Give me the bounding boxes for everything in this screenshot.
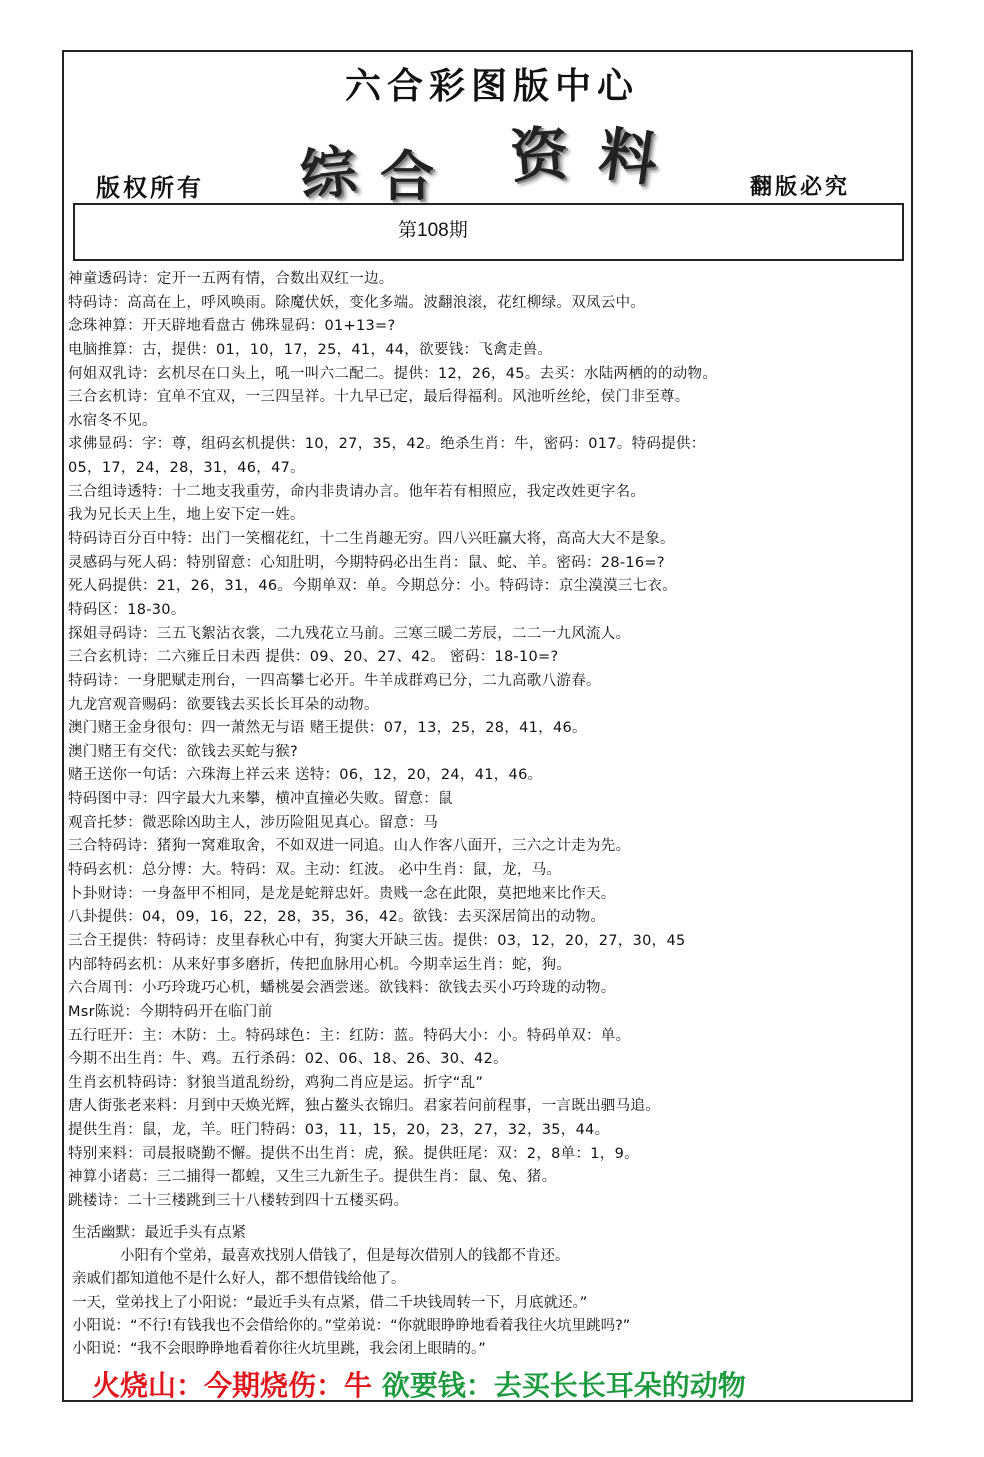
content-line: 观音托梦：微恶除凶助主人，涉历险阻见真心。留意：马 xyxy=(68,814,438,831)
big-title-char-1: 综 xyxy=(297,138,360,210)
content-line: 特码诗百分百中特：出门一笑榴花红，十二生肖趣无穷。四八兴旺赢大将，高高大大不是象。 xyxy=(68,531,675,548)
content-line: 生肖玄机特码诗：豺狼当道乱纷纷，鸡狗二肖应是运。折字“乱” xyxy=(68,1074,484,1091)
content-line: 水宿冬不见。 xyxy=(68,412,157,429)
content-line: 跳楼诗：二十三楼跳到三十八楼转到四十五楼买码。 xyxy=(68,1192,409,1209)
top-title: 六合彩图版中心 xyxy=(344,65,639,107)
content-line: 特码玄机：总分博：大。特码：双。主动：红波。 必中生肖：鼠，龙，马。 xyxy=(68,862,562,879)
content-line: 九龙宫观音赐码：欲要钱去买长长耳朵的动物。 xyxy=(68,696,379,713)
content-line: 何姐双乳诗：玄机尽在口头上，吼一叫六二配二。提供：12，26，45。去买：水陆两栖的的动物。 xyxy=(68,365,718,382)
content-line: 三合特码诗：猪狗一窝难取舍，不如双进一同追。山人作客八面开，三六之计走为先。 xyxy=(68,838,631,855)
content-line: 三合玄机诗：宜单不宜双，一三四呈祥。十九早已定，最后得福利。风池听丝纶，侯门非至尊。 xyxy=(68,389,690,406)
issue-box xyxy=(73,203,904,261)
bottom-red-text: 火烧山：今期烧伤：牛 xyxy=(92,1369,373,1402)
content-line: 赌王送你一句话：六珠海上祥云来 送特：06，12，20，24，41，46。 xyxy=(68,767,543,784)
content-line: 探姐寻码诗：三五飞絮沾衣裳，二九残花立马前。三寒三暖二芳辰，二二一九风流人。 xyxy=(68,625,631,642)
content-line: 念珠神算：开天辟地看盘古 佛珠显码：01+13=? xyxy=(68,318,396,335)
bottom-green-text: 欲要钱：去买长长耳朵的动物 xyxy=(372,1369,746,1402)
content-line: 特码诗：一身肥赋走刑台，一四高攀七必开。牛羊成群鸡已分，二九高歌八游春。 xyxy=(68,672,601,689)
story-paragraph: 一天，堂弟找上了小阳说：“最近手头有点紧，借二千块钱周转一下，月底就还。” xyxy=(72,1294,588,1311)
content-line: 神童透码诗：定开一五两有情，合数出双红一边。 xyxy=(68,271,394,287)
content-line: 我为兄长天上生，地上安下定一姓。 xyxy=(68,507,305,524)
story-paragraph: 小阳有个堂弟，最喜欢找别人借钱了，但是每次借别人的钱都不肯还。 xyxy=(120,1248,570,1265)
copyright-label: 版权所有 xyxy=(96,173,204,202)
content-line: 特码区：18-30。 xyxy=(68,601,186,618)
piracy-label: 翻版必究 xyxy=(750,174,851,200)
humor-story xyxy=(72,1222,908,1361)
content-line: 求佛显码：字：尊，组码玄机提供：10，27，35，42。绝杀生肖：牛，密码：017。特码提供： xyxy=(68,436,706,453)
big-title-char-2: 合 xyxy=(380,144,434,208)
content-line: 澳门赌王有交代：欲钱去买蛇与猴? xyxy=(68,743,298,760)
big-title xyxy=(297,108,720,210)
content-line: 三合玄机诗：二六雍丘日未西 提供：09、20、27、42。 密码：18-10=? xyxy=(68,649,559,666)
content-line: 提供生肖：鼠，龙，羊。旺门特码：03，11，15，20，23，27，32，35，44。 xyxy=(68,1122,610,1139)
content-line: 神算小诸葛：三二捕得一都蝗，又生三九新生子。提供生肖：鼠、兔、猪。 xyxy=(68,1169,557,1186)
bottom-banner xyxy=(92,1364,746,1404)
content-line: 三合组诗透特：十二地支我重劳，命内非贵请办言。他年若有相照应，我定改姓更字名。 xyxy=(68,483,646,500)
content-line: 六合周刊：小巧玲珑巧心机，蟠桃晏会酒尝迷。欲钱料：欲钱去买小巧玲珑的动物。 xyxy=(68,980,616,997)
content-line: 今期不出生肖：牛、鸡。五行杀码：02、06、18、26、30、42。 xyxy=(68,1051,508,1068)
content-line: 五行旺开：主：木防：土。特码球色：主：红防：蓝。特码大小：小。特码单双：单。 xyxy=(68,1027,631,1044)
content-line: 卜卦财诗：一身盔甲不相同，是龙是蛇辩忠奸。贵贱一念在此限，莫把地来比作天。 xyxy=(68,885,616,902)
content-line: 八卦提供：04，09，16，22，28，35，36，42。欲钱：去买深居简出的动物。 xyxy=(68,909,606,926)
story-title: 生活幽默：最近手头有点紧 xyxy=(72,1225,246,1241)
content-line: 05，17，24，28，31，46，47。 xyxy=(68,460,305,477)
big-title-char-3: 资 xyxy=(508,119,571,191)
content-line: 死人码提供：21，26，31，46。今期单双：单。今期总分：小。特码诗：京尘漠漠三七衣。 xyxy=(68,578,677,595)
content-line: 三合王提供：特码诗：皮里春秋心中有，狗窦大开缺三齿。提供：03，12，20，27，30，45 xyxy=(68,932,686,949)
content-line: 唐人街张老来料：月到中天焕光辉，独占鳌头衣锦归。君家若问前程事，一言既出驷马追。 xyxy=(68,1098,660,1115)
content-line: 电脑推算：古，提供：01，10，17，25，41，44，欲要钱：飞禽走兽。 xyxy=(68,341,553,358)
story-paragraph: 亲戚们都知道他不是什么好人，都不想借钱给他了。 xyxy=(72,1271,406,1288)
content-line: Msr陈说：今期特码开在临门前 xyxy=(68,1003,273,1020)
content-line: 内部特码玄机：从来好事多磨折，传把血脉用心机。今期幸运生肖：蛇，狗。 xyxy=(68,956,572,973)
content-line: 灵感码与死人码：特别留意：心知肚明，今期特码必出生肖：鼠、蛇、羊。密码：28-16=? xyxy=(68,554,665,571)
content-line: 澳门赌王金身很句：四一萧然无与语 赌王提供：07，13，25，28，41，46。 xyxy=(68,720,587,737)
story-paragraph: 小阳说：“我不会眼睁睁地看着你往火坑里跳，我会闭上眼睛的。” xyxy=(72,1340,486,1357)
content-line: 特码图中寻：四字最大九来攀，横冲直撞必失败。留意：鼠 xyxy=(68,791,453,808)
story-paragraph: 小阳说：“不行!有钱我也不会借给你的。”堂弟说：“你就眼睁睁地看着我往火坑里跳吗?” xyxy=(72,1317,631,1334)
big-title-char-4: 料 xyxy=(594,119,662,195)
content-line: 特别来料：司晨报晓勤不懈。提供不出生肖：虎，猴。提供旺尾：双：2，8单：1，9。 xyxy=(68,1145,639,1162)
content-lines xyxy=(68,268,910,1214)
content-line: 特码诗：高高在上，呼风唤雨。除魔伏妖，变化多端。波翻浪滚，花红柳绿。双凤云中。 xyxy=(68,294,646,311)
issue-number: 第108期 xyxy=(398,220,468,241)
